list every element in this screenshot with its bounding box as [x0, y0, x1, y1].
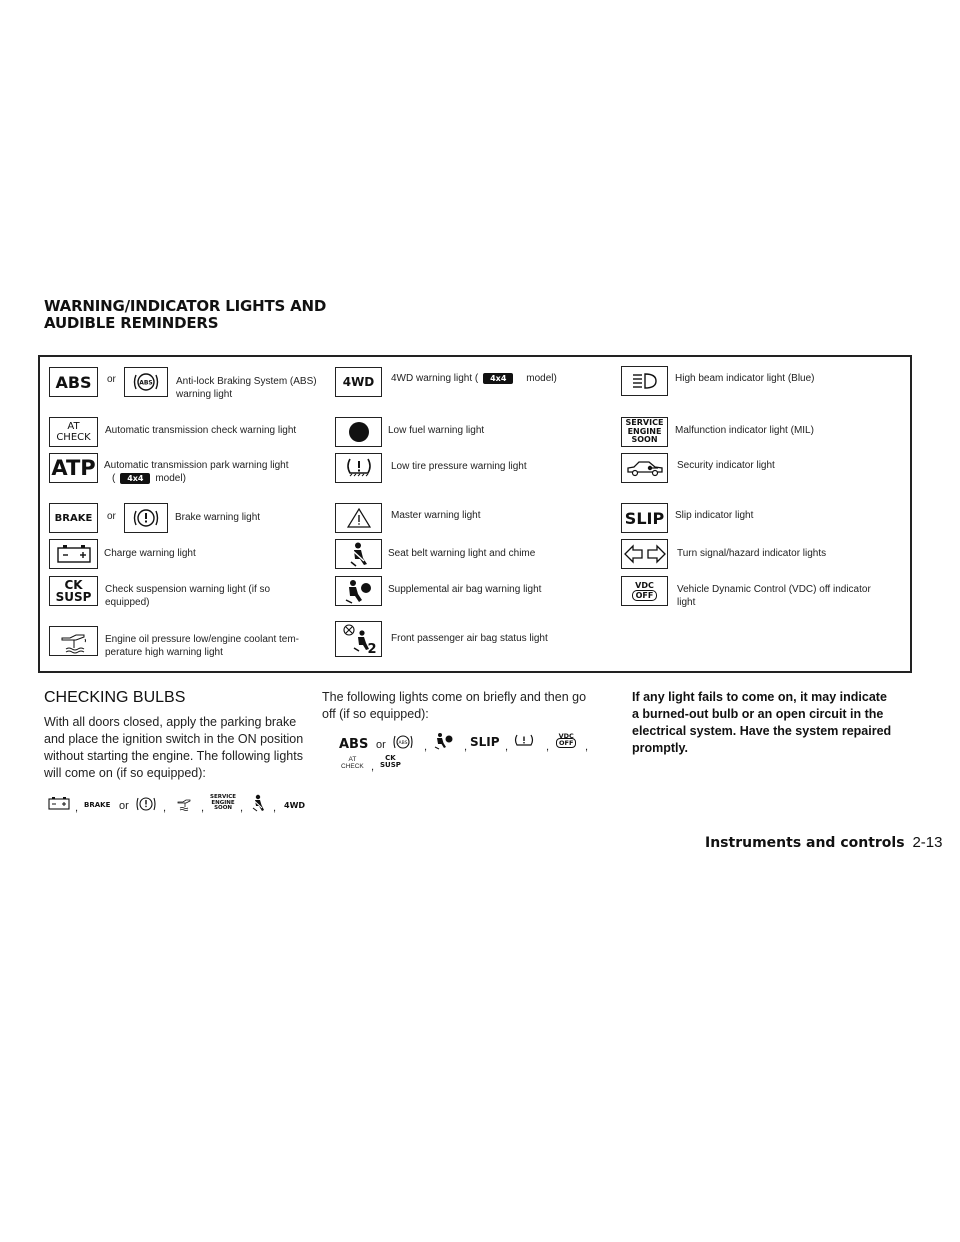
service-engine-soon-icon: SERVICE ENGINE SOON: [621, 417, 668, 447]
abs-circle-icon: [124, 367, 168, 397]
high-beam-icon: [621, 366, 668, 396]
slip-icon: SLIP: [621, 503, 668, 533]
mil-label: Malfunction indicator light (MIL): [675, 425, 814, 436]
passenger-airbag-label: Front passenger air bag status light: [391, 633, 548, 644]
svg-text:2: 2: [366, 642, 377, 655]
comma-text: ,: [163, 802, 167, 814]
brake-label: Brake warning light: [175, 512, 261, 523]
passenger-airbag-icon: [335, 621, 382, 657]
oil-pressure-icon: [176, 796, 192, 812]
footer-section: Instruments and controls: [705, 835, 905, 851]
svg-text:ABS: ABS: [398, 741, 408, 746]
airbag-icon: [434, 732, 456, 750]
comma-text: ,: [546, 741, 550, 753]
low-fuel-label: Low fuel warning light: [388, 425, 485, 436]
comma-text: ,: [273, 802, 277, 814]
4wd-label: 4WD warning light (4x4 model): [391, 372, 557, 385]
battery-icon: [48, 796, 70, 810]
slip-label: Slip indicator light: [675, 510, 754, 521]
brake-circle-icon: [124, 503, 168, 533]
checking-paragraph-3: If any light fails to come on, it may indicate a burned-out bulb or an open circuit in the electrical system. Have the system repaired promptly.: [632, 690, 892, 755]
abs-icon: ABS: [339, 737, 369, 752]
security-label: Security indicator light: [677, 460, 775, 471]
abs-label: Anti-lock Braking System (ABS) warning light: [176, 376, 317, 400]
or-text: or: [376, 739, 386, 751]
turn-signal-icon: [621, 539, 668, 569]
turn-signal-label: Turn signal/hazard indicator lights: [677, 548, 827, 559]
comma-text: ,: [424, 741, 428, 753]
airbag-label: Supplemental air bag warning light: [388, 584, 542, 595]
svg-text:ABS: ABS: [139, 379, 153, 387]
vdc-label: Vehicle Dynamic Control (VDC) off indicator light: [677, 584, 871, 608]
comma-text: ,: [240, 802, 244, 814]
slip-icon: SLIP: [470, 735, 500, 749]
heading-line-2: AUDIBLE REMINDERS: [44, 314, 219, 332]
seat-belt-label: Seat belt warning light and chime: [388, 548, 536, 559]
security-car-icon: [621, 453, 668, 483]
oil-label: Engine oil pressure low/engine coolant tem- perature high warning light: [105, 634, 299, 658]
tire-pressure-icon: [512, 733, 536, 749]
or-text: or: [107, 374, 116, 385]
seat-belt-icon: [250, 794, 268, 812]
4wd-icon: 4WD: [284, 801, 306, 810]
checking-paragraph-2: The following lights come on briefly and then go off (if so equipped):: [322, 690, 587, 721]
charge-label: Charge warning light: [104, 548, 196, 559]
oil-pressure-icon: [49, 626, 98, 656]
seat-belt-icon: [335, 539, 382, 569]
section-heading: [44, 298, 326, 332]
atp-icon: ATP: [49, 453, 98, 483]
page-footer: [705, 834, 942, 851]
master-warning-icon: [335, 503, 382, 533]
checking-bulbs-title: CHECKING BULBS: [44, 689, 186, 706]
master-warning-label: Master warning light: [391, 510, 481, 521]
4x4-badge-icon: [483, 373, 513, 384]
at-check-icon: AT CHECK: [49, 417, 98, 447]
comma-text: ,: [585, 741, 589, 753]
vdc-off-icon: VDC OFF: [621, 576, 668, 606]
battery-icon: [49, 539, 98, 569]
heading-line-1: WARNING/INDICATOR LIGHTS AND: [44, 297, 327, 315]
abs-circle-icon: [391, 733, 415, 751]
vdc-off-icon: VDC OFF: [556, 733, 576, 747]
atp-label: Automatic transmission park warning light (4x4 model): [104, 459, 289, 485]
4x4-badge-icon: [120, 473, 150, 484]
ck-susp-icon: CK SUSP: [49, 576, 98, 606]
comma-text: ,: [371, 761, 375, 773]
comma-text: ,: [201, 802, 205, 814]
ck-susp-label: Check suspension warning light (if so equipped): [105, 584, 271, 608]
brake-icon: BRAKE: [84, 801, 111, 809]
page-number: 2-13: [912, 834, 943, 851]
comma-text: ,: [464, 741, 468, 753]
tire-pressure-label: Low tire pressure warning light: [391, 461, 527, 472]
at-check-icon: AT CHECK: [341, 756, 364, 770]
airbag-icon: [335, 576, 382, 606]
or-text: or: [119, 800, 129, 812]
at-check-label: Automatic transmission check warning light: [105, 425, 297, 436]
or-text: or: [107, 511, 116, 522]
low-fuel-icon: [335, 417, 382, 447]
brake-icon: BRAKE: [49, 503, 98, 533]
service-engine-soon-icon: SERVICE ENGINE SOON: [210, 794, 237, 811]
tire-pressure-icon: [335, 453, 382, 483]
ck-susp-icon: CK SUSP: [380, 754, 401, 769]
comma-text: ,: [75, 802, 79, 814]
high-beam-label: High beam indicator light (Blue): [675, 373, 815, 384]
4wd-icon: 4WD: [335, 367, 382, 397]
abs-icon: ABS: [49, 367, 98, 397]
checking-paragraph-1: With all doors closed, apply the parking brake and place the ignition switch in the ON position without starting the engine. The following lights will come on (if so equipped):: [44, 715, 304, 780]
brake-circle-icon: [134, 795, 158, 813]
comma-text: ,: [505, 741, 509, 753]
